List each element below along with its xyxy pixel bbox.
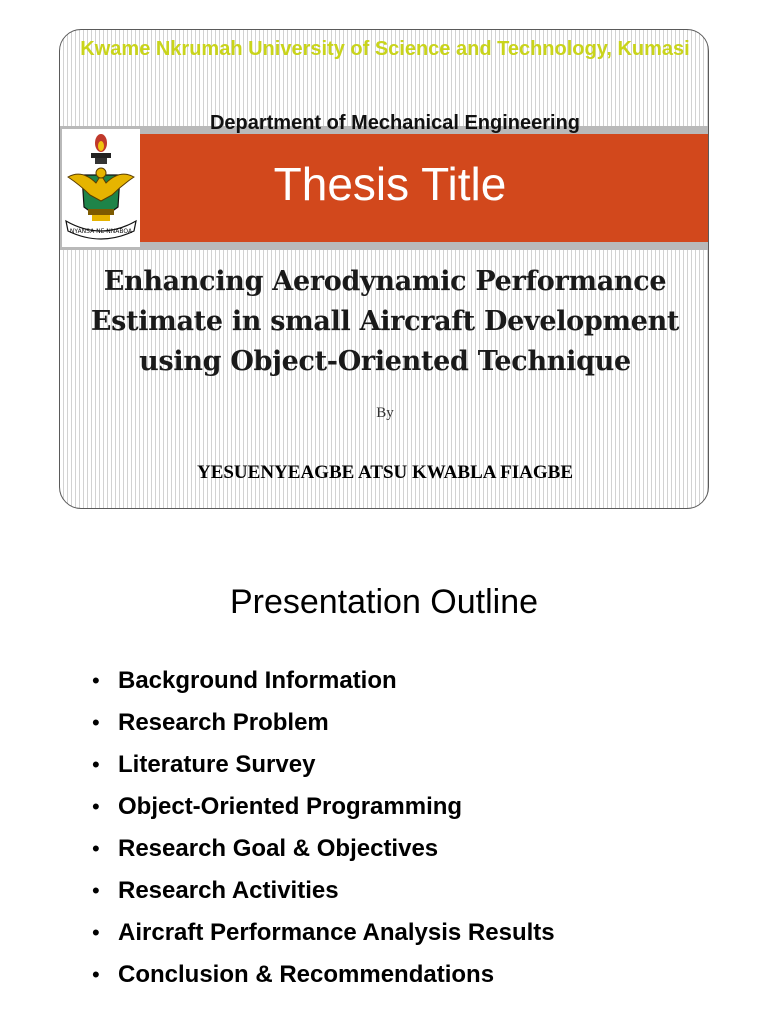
list-item: • Literature Survey [92, 744, 555, 786]
thesis-line: Estimate in small Aircraft Development [90, 306, 680, 337]
list-item: • Conclusion & Recommendations [92, 954, 555, 996]
thesis-line: Enhancing Aerodynamic Performance [103, 266, 667, 297]
bullet: • [92, 794, 100, 819]
bullet: • [92, 962, 100, 987]
outline-title: Presentation Outline [229, 583, 539, 621]
university-logo [62, 129, 140, 247]
title-slide [59, 29, 709, 509]
list-item: • Research Goal & Objectives [92, 828, 555, 870]
department-name: Department of Mechanical Engineering [209, 112, 581, 134]
university-name: Kwame Nkrumah University of Science and Technology, Kumasi [80, 38, 690, 60]
list-item: • Research Activities [92, 870, 555, 912]
list-item: • Background Information [92, 660, 555, 702]
bullet: • [92, 836, 100, 861]
list-item: • Object-Oriented Programming [92, 786, 555, 828]
bullet: • [92, 752, 100, 777]
bullet: • [92, 878, 100, 903]
outline-list [92, 660, 555, 996]
bullet: • [92, 668, 100, 693]
logo-motto: NYANSA NE NNABOA [69, 228, 133, 235]
university-crest-icon [62, 129, 140, 247]
by-label: By [376, 405, 394, 421]
author-name: YESUENYEAGBE ATSU KWABLA FIAGBE [196, 462, 574, 483]
list-item: • Research Problem [92, 702, 555, 744]
thesis-topic [80, 262, 690, 382]
bullet: • [92, 710, 100, 735]
slide-title: Thesis Title [273, 158, 507, 210]
list-item: • Aircraft Performance Analysis Results [92, 912, 555, 954]
thesis-line: using Object-Oriented Technique [139, 346, 631, 377]
bullet: • [92, 920, 100, 945]
